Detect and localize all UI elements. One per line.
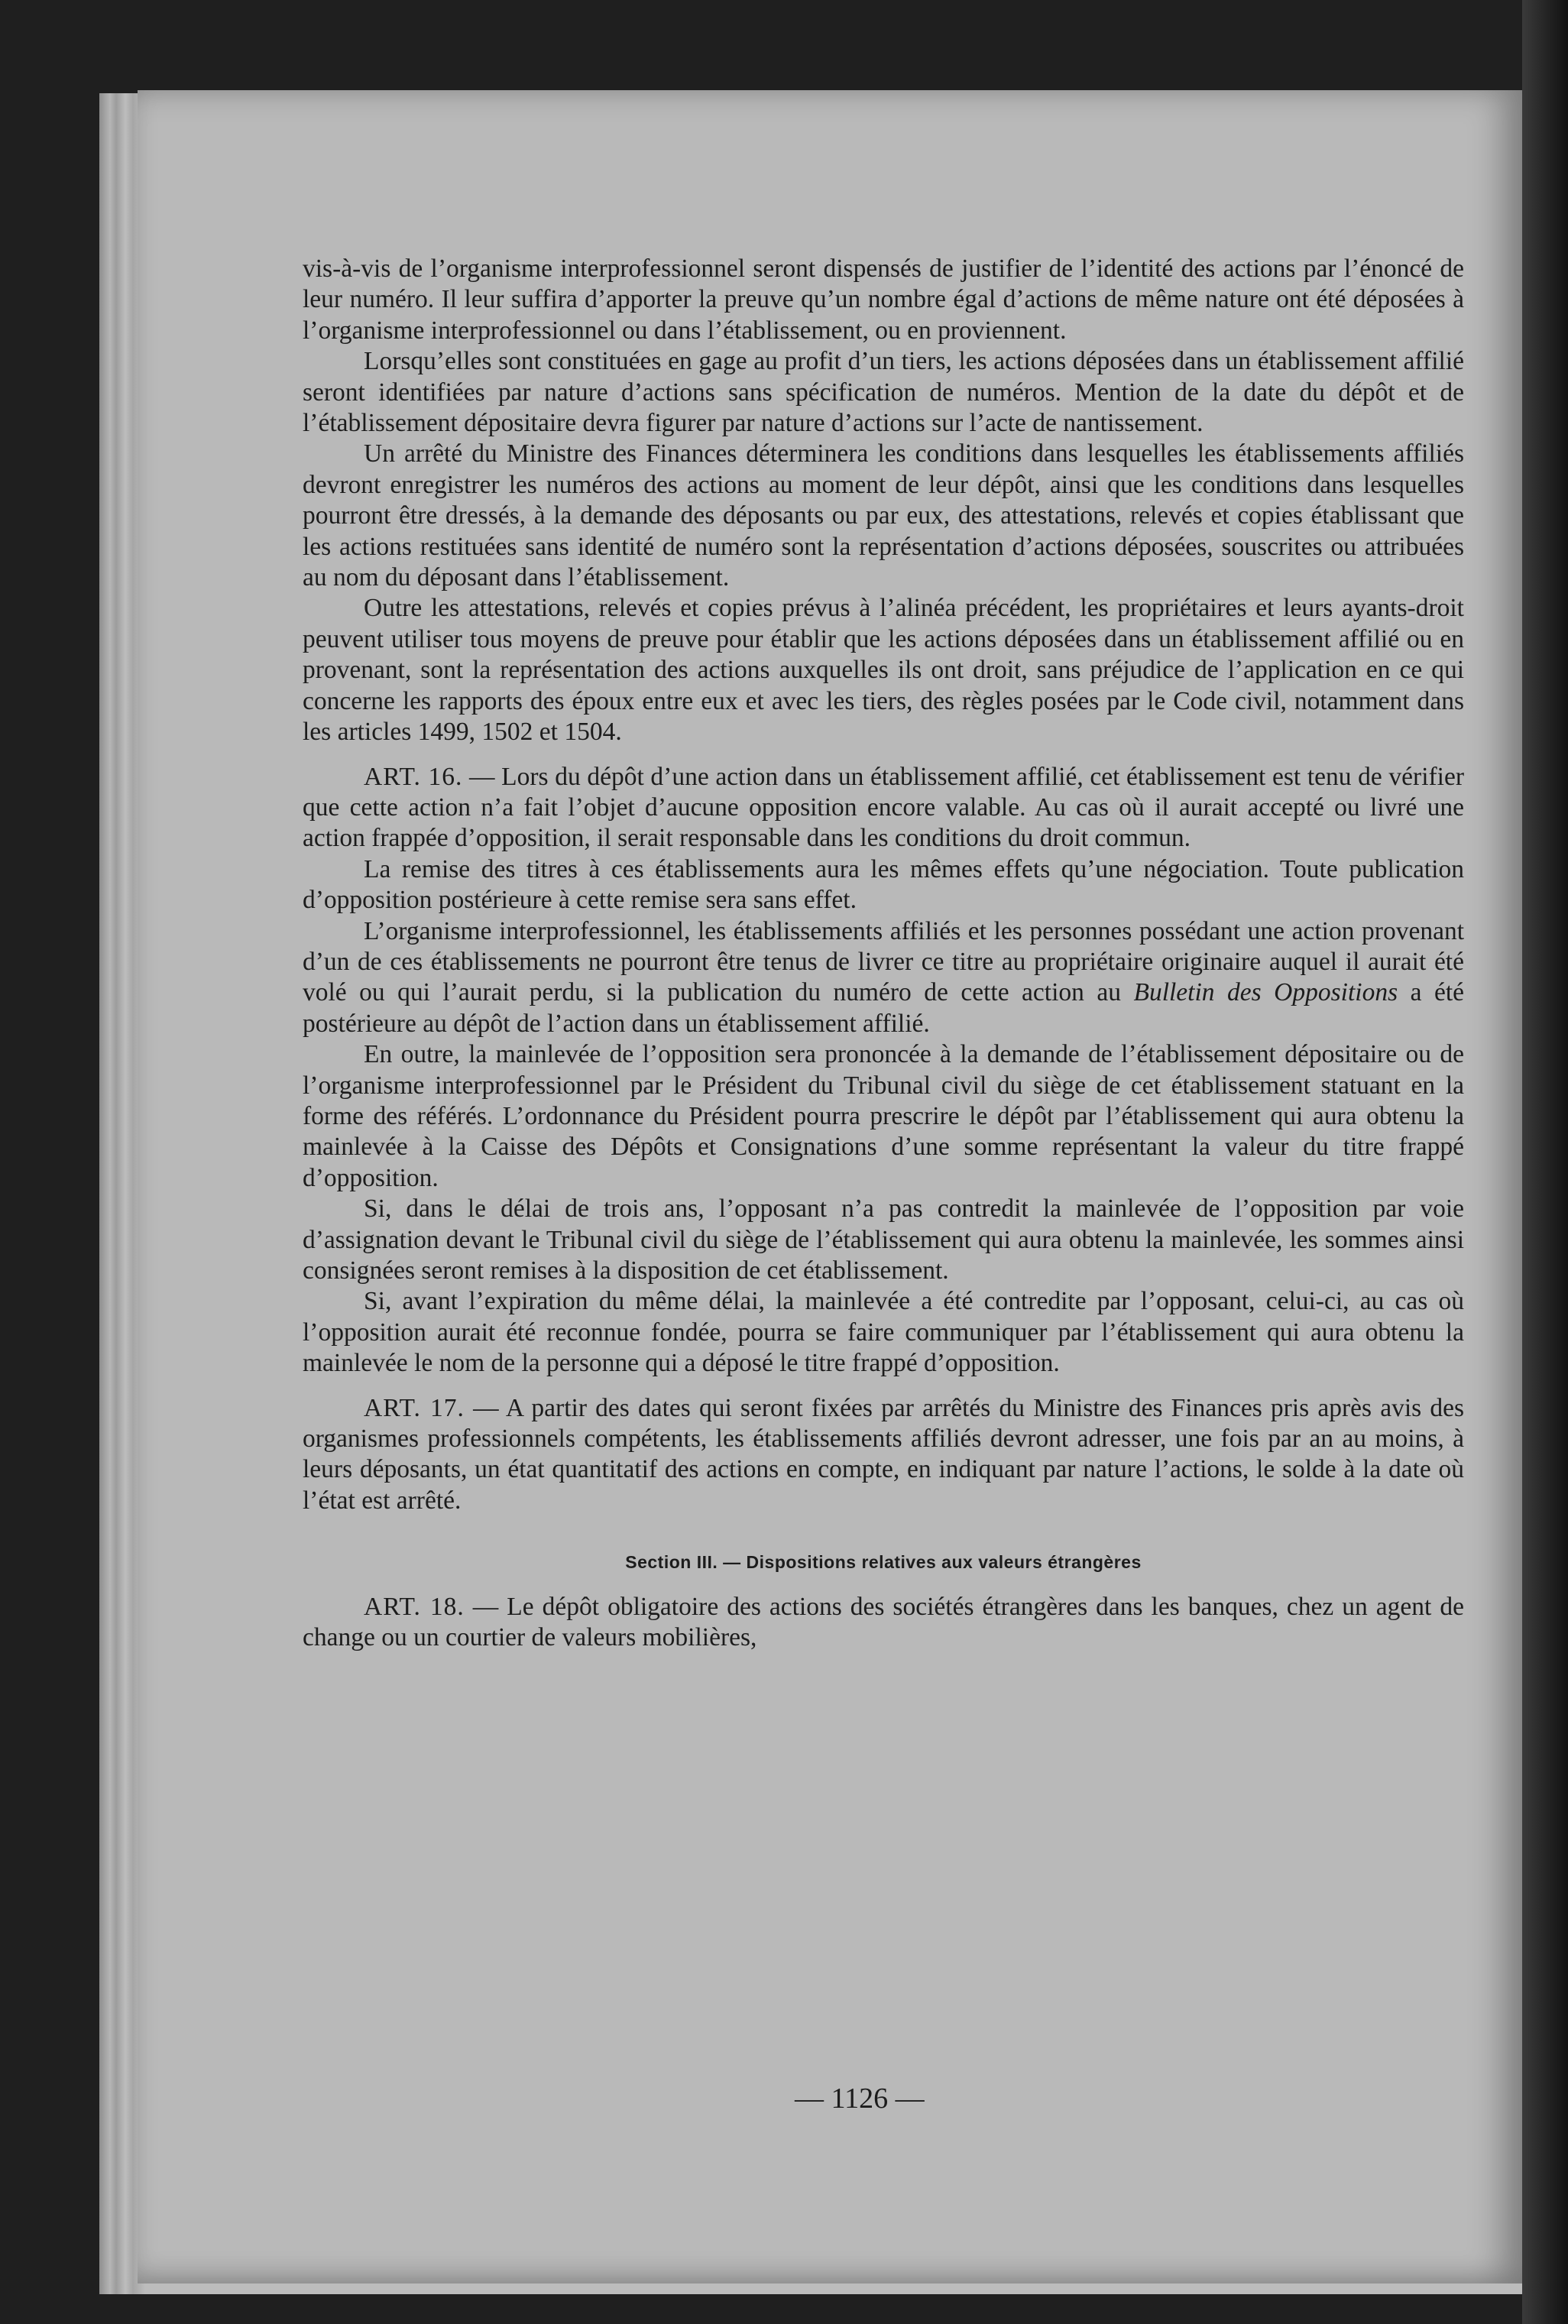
- article-18-label: ART. 18.: [364, 1592, 465, 1621]
- page-body-text: [303, 254, 1464, 1653]
- article-18-text: — Le dépôt obligatoire des actions des sociétés étrangères dans les banques, chez un agent de change ou un courtier de valeurs mobilières,: [303, 1592, 1464, 1652]
- article-16-text: — Lors du dépôt d’une action dans un établissement affilié, cet établissement est tenu de vérifier que cette action n’a fait l’objet d’aucune opposition encore valable. Au cas où il aurait accepté ou livré une action frappée d’opposition, il serait responsable dans les conditions du droit commun.: [303, 762, 1464, 853]
- paragraph-continuation: vis-à-vis de l’organisme interprofessionnel seront dispensés de justifier de l’identité des actions par l’énoncé de leur numéro. Il leur suffira d’apporter la preuve qu’un nombre égal d’actions de même nature ont été déposées à l’organisme interprofessionnel ou dans l’établissement, ou en proviennent.: [303, 254, 1464, 345]
- article-16-paragraph-6: Si, avant l’expiration du même délai, la mainlevée a été contredite par l’opposant, celui-ci, au cas où l’opposition aurait été reconnue fondée, pourra se faire communiquer par l’établissement qui aura obtenu la mainlevée le nom de la personne qui a déposé le titre frappé d’opposition.: [303, 1287, 1464, 1378]
- article-18-paragraph: [303, 1592, 1464, 1654]
- article-16-p3-text: L’organisme interprofessionnel, les établissements affiliés et les personnes possédant une action provenant d’un de ces établissements ne pourront être tenus de livrer ce titre au propriétaire originaire auquel il aurait été volé ou qui l’aurait perdu, si la publication du numéro de cette action au: [303, 916, 1464, 1007]
- article-16-label: ART. 16.: [364, 762, 463, 791]
- article-17-paragraph: [303, 1393, 1464, 1517]
- paragraph-proof: Outre les attestations, relevés et copies prévus à l’alinéa précédent, les propriétaires et leurs ayants-droit peuvent utiliser tous moyens de preuve pour établir que les actions déposées dans un établissement affilié ou en provenant, sont la représentation des actions auxquelles ils ont droit, sans préjudice de l’application en ce qui concerne les rapports des époux entre eux et avec les tiers, des règles posées par le Code civil, notamment dans les articles 1499, 1502 et 1504.: [303, 594, 1464, 747]
- paragraph-pledge: Lorsqu’elles sont constituées en gage au profit d’un tiers, les actions déposées dans un établissement affilié seront identifiées par nature d’actions sans spécification de numéros. Mention de la date du dépôt et de l’établissement dépositaire devra figurer par nature d’actions sur l’acte de nantissement.: [303, 347, 1464, 438]
- article-16-paragraph-4: En outre, la mainlevée de l’opposition sera prononcée à la demande de l’établissement dépositaire ou de l’organisme interprofessionnel par le Président du Tribunal civil du siège de cet établissement statuant en la forme des référés. L’ordonnance du Président pourra prescrire le dépôt par l’établissement qui aura obtenu la mainlevée à la Caisse des Dépôts et Consignations d’une somme représentant la valeur du titre frappé d’opposition.: [303, 1040, 1464, 1192]
- bulletin-title: Bulletin des Oppositions: [1133, 978, 1398, 1007]
- scan-border: [1522, 0, 1568, 2324]
- article-16-paragraph-2: La remise des titres à ces établissements aura les mêmes effets qu’une négociation. Toute publication d’opposition postérieure à cette remise sera sans effet.: [303, 854, 1464, 915]
- paragraph-ministerial-order: Un arrêté du Ministre des Finances déterminera les conditions dans lesquelles les établissements affiliés devront enregistrer les numéros des actions au moment de leur dépôt, ainsi que les conditions dans lesquelles pourront être dressés, à la demande des déposants ou par eux, des attestations, relevés et copies établissant que les actions restituées sans identité de numéro sont la représentation d’actions déposées, souscrites ou attribuées au nom du déposant dans l’établissement.: [303, 439, 1464, 592]
- article-16-paragraph-1: [303, 762, 1464, 854]
- article-17-label: ART. 17.: [364, 1393, 465, 1422]
- article-16-paragraph-5: Si, dans le délai de trois ans, l’opposant n’a pas contredit la mainlevée de l’opposition par voie d’assignation devant le Tribunal civil du siège de l’établissement qui aura obtenu la mainlevée, les sommes ainsi consignées seront remises à la disposition de cet établissement.: [303, 1194, 1464, 1285]
- article-17-text: — A partir des dates qui seront fixées par arrêtés du Ministre des Finances pris après avis des organismes professionnels compétents, les établissements affiliés devront adresser, une fois par an au moins, à leurs déposants, un état quantitatif des actions en compte, en indiquant par nature l’actions, le solde à la date où l’état est arrêté.: [303, 1393, 1464, 1515]
- article-16-p3-end: a été postérieure au dépôt de l’action dans un établissement affilié.: [303, 978, 1464, 1038]
- section-heading: Section III. — Dispositions relatives aux valeurs étrangères: [625, 1552, 1142, 1573]
- page-number: — 1126 —: [795, 2083, 925, 2115]
- article-16-paragraph-3: [303, 916, 1464, 1040]
